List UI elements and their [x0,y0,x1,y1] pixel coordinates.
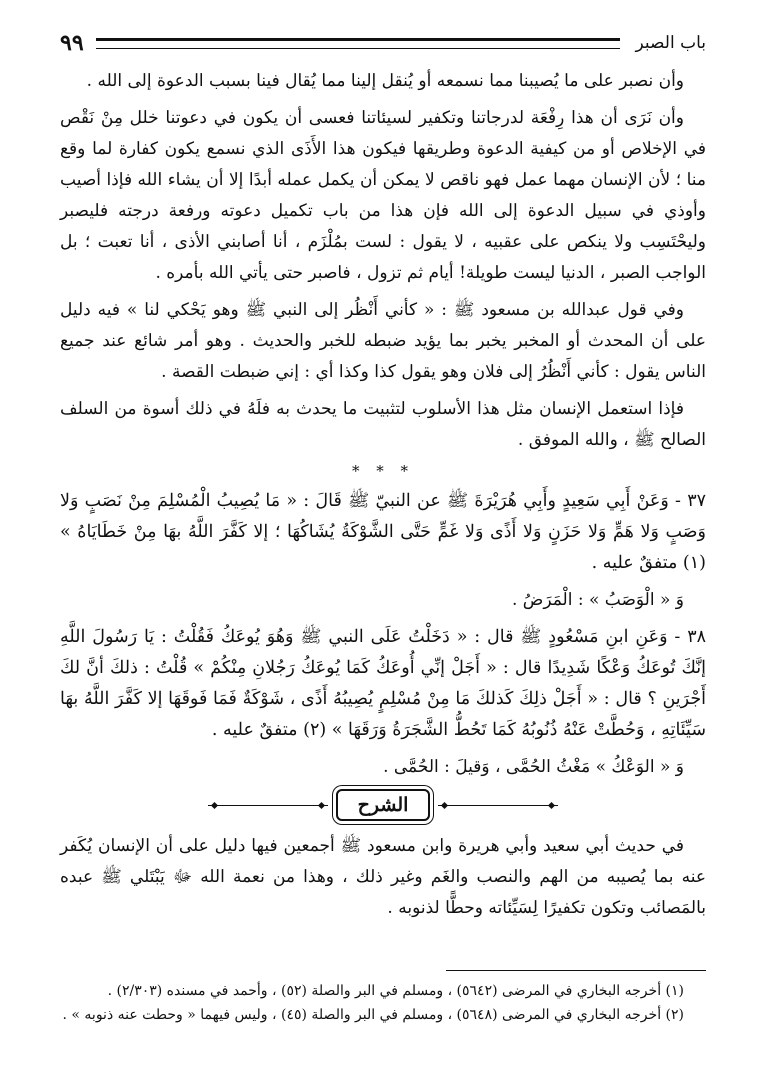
chapter-title: باب الصبر [635,33,706,53]
section-separator: * * * [351,462,415,480]
ornament-line-left [208,805,328,806]
page-header [60,28,706,58]
gloss-37: وَ « الْوَصَبُ » : الْمَرَضُ . [511,590,684,610]
gloss-38: وَ « الوَعْكُ » مَغْثُ الحُمَّى ، وَقيلَ : الحُمَّى . [383,757,684,777]
sharh-text: في حديث أبي سعيد وأبي هريرة وابن مسعود ﷺ أجمعين فيها دليل على أن الإنسان يُكَفر عنه بما يُصيبه من الهم والنصب والغَم وغير ذلك ، وهذا من نعمة الله ﷻ يَبْتَلي ﷺ عبده بالمَصائب وتكون تكفيرًا لِسَيِّئاته وحطًّا لذنوبه . [60,836,706,918]
paragraph-1: وأن نصبر على ما يُصيبنا مما نسمعه أو يُنقل إلينا مما يُقال فينا بسبب الدعوة إلى الله . [86,71,684,91]
footnote-rule [446,970,706,971]
footnotes [60,970,706,1027]
sharh-label: الشرح [336,789,431,821]
page-body [60,66,706,930]
paragraph-3: وفي قول عبدالله بن مسعود ﷺ : « كأني أَنْظُر إلى النبي ﷺ وهو يَحْكي لنا » فيه دليل على أن المحدث أو المخبر يخبر بما يؤيد ضبطه للخبر والحديث . وهو أمر شائع عند جميع الناس يقول : كأني أَنْظُرُ إلى فلان وهو يقول كذا وكذا أي : إني ضبطت القصة . [60,300,706,382]
page-number: ٩٩ [60,30,84,56]
paragraph-4: فإذا استعمل الإنسان مثل هذا الأسلوب لتثبيت ما يحدث به فلَهُ في ذلك أسوة من السلف الصالح ﷺ ، والله الموفق . [60,399,706,450]
hadith-38: ٣٨ - وَعَنِ ابنِ مَسْعُودٍ ﷺ قال : « دَخَلْتُ عَلَى النبي ﷺ وَهُوَ يُوعَكُ فَقُلْتُ : يَا رَسُولَ اللَّهِ إنَّكَ تُوعَكُ وَعْكًا شَدِيدًا قال : « أَجَلْ إنِّي أُوعَكُ كَمَا يُوعَكُ رَجُلانِ مِنْكُمْ » قُلْتُ : ذلكَ أنَّ لكَ أَجْرَينِ ؟ قال : « أَجَلْ ذلِكَ كَذلكَ مَا مِنْ مُسْلِمٍ يُصِيبُهُ أَذًى ، شَوْكَةٌ فَمَا فَوقَهَا إلا كَفَّرَ اللَّهُ بهَا سَيِّئَاتِهِ ، وَحُطَّتْ عَنْهُ ذُنُوبُهُ كَمَا تَحُطُّ الشَّجَرَةُ وَرَقَهَا » (٢) متفقٌ عليه . [60,627,706,740]
paragraph-2: وأن نَرَى أن هذا رِفْعَة لدرجاتنا وتكفير لسيئاتنا فعسى أن يكون في دعوتنا خلل مِنْ نَقْص في الإخلاص أو من كيفية الدعوة وطريقها فيكون هذا الأَذَى الذي نسمع يكون كفارة لما وقع منا ؛ لأن الإنسان مهما عمل فهو ناقص لا يمكن أن يكمل عمله أبدًا إلا أن يشاء الله فإذا أصيب وأوذي في سبيل الدعوة إلى الله فإن هذا من باب تكميل دعوته ورفعة درجته فليصبر وليحْتَسِب ولا ينكص على عقبيه ، لا يقول : لست بمُلْزَم ، أنا أصابني الأذى ، أنا تعبت ؛ بل الواجب الصبر ، الدنيا ليست طويلة! أيام ثم تزول ، فاصبر حتى يأتي الله بأمره . [60,108,706,283]
sharh-heading [60,789,706,821]
footnote-2: (٢) أخرجه البخاري في المرضى (٥٦٤٨) ، ومسلم في البر والصلة (٤٥) ، وليس فيهما « وحطت عنه ذنوبه » . [62,1007,684,1023]
header-rule [96,38,620,49]
footnote-1: (١) أخرجه البخاري في المرضى (٥٦٤٢) ، ومسلم في البر والصلة (٥٢) ، وأحمد في مسنده (٢/٣٠٣) . [107,983,684,999]
hadith-37: ٣٧ - وَعَنْ أَبِي سَعِيدٍ وأَبِي هُرَيْرَةَ ﷺ عن النبيّ ﷺ قَالَ : « مَا يُصِيبُ الْمُسْلِمَ مِنْ نَصَبٍ وَلا وَصَبٍ وَلا هَمٍّ وَلا حَزَنٍ وَلا أَذًى وَلا غَمٍّ حَتَّى الشَّوْكَةُ يُشَاكُهَا ؛ إلا كَفَّرَ اللَّهُ بهَا مِنْ خَطَايَاهُ » (١) متفقٌ عليه . [60,491,706,573]
ornament-line-right [438,805,558,806]
